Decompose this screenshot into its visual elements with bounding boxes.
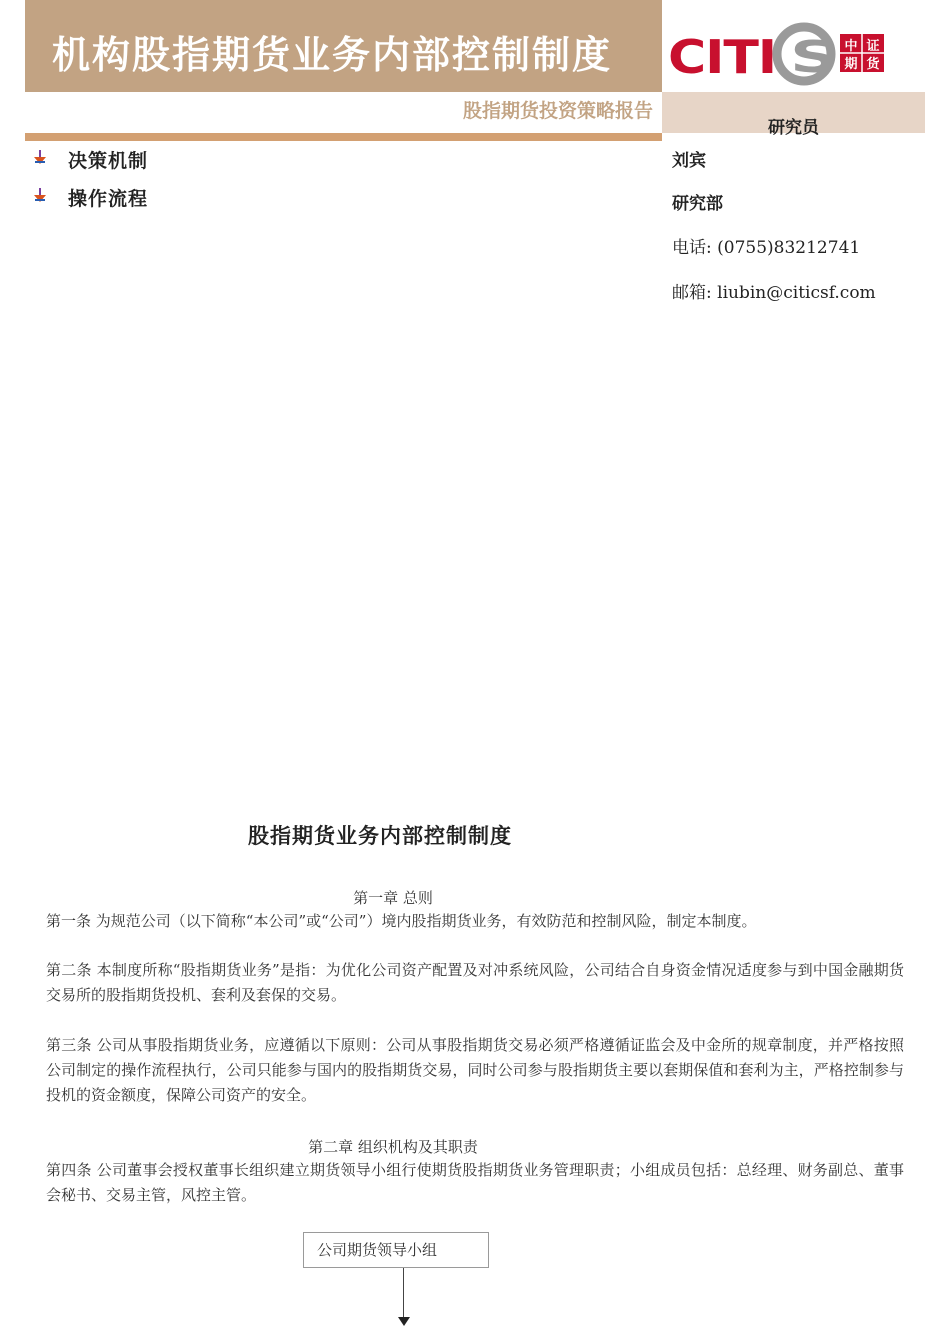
logo-char: 货: [866, 57, 880, 72]
svg-text:S: S: [790, 32, 838, 83]
org-chart-box: 公司期货领导小组: [303, 1232, 489, 1268]
citics-logo: [668, 20, 898, 90]
article-paragraph: 第四条 公司董事会授权董事长组织建立期货领导小组行使期货股指期货业务管理职责；小组成员包括：总经理、财务副总、董事会秘书、交易主管，风控主管。: [46, 1161, 904, 1204]
analyst-dept: 研究部: [672, 194, 723, 214]
analyst-email: [672, 278, 876, 303]
logo-char: 证: [866, 39, 880, 54]
header-divider: [25, 133, 662, 141]
analyst-name: 刘宾: [672, 151, 706, 171]
logo-char: 中: [844, 39, 858, 54]
bullet-arrow-icon: [33, 150, 47, 164]
article-paragraph: 第三条 公司从事股指期货业务，应遵循以下原则：公司从事股指期货交易必须严格遵循证监会及中金所的规章制度，并严格按照公司制定的操作流程执行，公司只能参与国内的股指期货交易，同时公司参与股指期货主要以套期保值和套利为主，严格控制参与投机的资金额度，保障公司资产的安全。: [46, 1036, 904, 1104]
analyst-phone: [672, 233, 860, 258]
arrow-down-icon: [398, 1317, 410, 1326]
chapter-heading: 第一章 总则: [353, 889, 433, 907]
report-subtitle: 股指期货投资策略报告: [462, 100, 653, 122]
org-chart-connector: [403, 1268, 404, 1318]
article-paragraph: 第二条 本制度所称“股指期货业务”是指：为优化公司资产配置及对冲系统风险，公司结合自身资金情况适度参与到中国金融期货交易所的股指期货投机、套利及套保的交易。: [46, 961, 904, 1004]
phone-value: (0755)83212741: [717, 238, 861, 258]
logo-char: 期: [844, 57, 858, 72]
bullet-label: 操作流程: [68, 188, 149, 210]
logo-brand: CITI: [668, 30, 776, 84]
bullet-arrow-icon: [33, 188, 47, 202]
report-title: 机构股指期货业务内部控制制度: [52, 33, 613, 77]
bullet-label: 决策机制: [68, 150, 149, 172]
chapter-heading: 第二章 组织机构及其职责: [308, 1138, 478, 1156]
analyst-label: 研究员: [768, 118, 819, 138]
email-label: 邮箱:: [672, 283, 712, 303]
email-value[interactable]: liubin@citicsf.com: [717, 283, 876, 303]
document-title: 股指期货业务内部控制制度: [248, 824, 512, 848]
citics-logo-icon: [668, 20, 898, 90]
article-paragraph: 第一条 为规范公司（以下简称“本公司”或“公司”）境内股指期货业务，有效防范和控制风险，制定本制度。: [46, 912, 757, 930]
phone-label: 电话:: [672, 238, 712, 258]
